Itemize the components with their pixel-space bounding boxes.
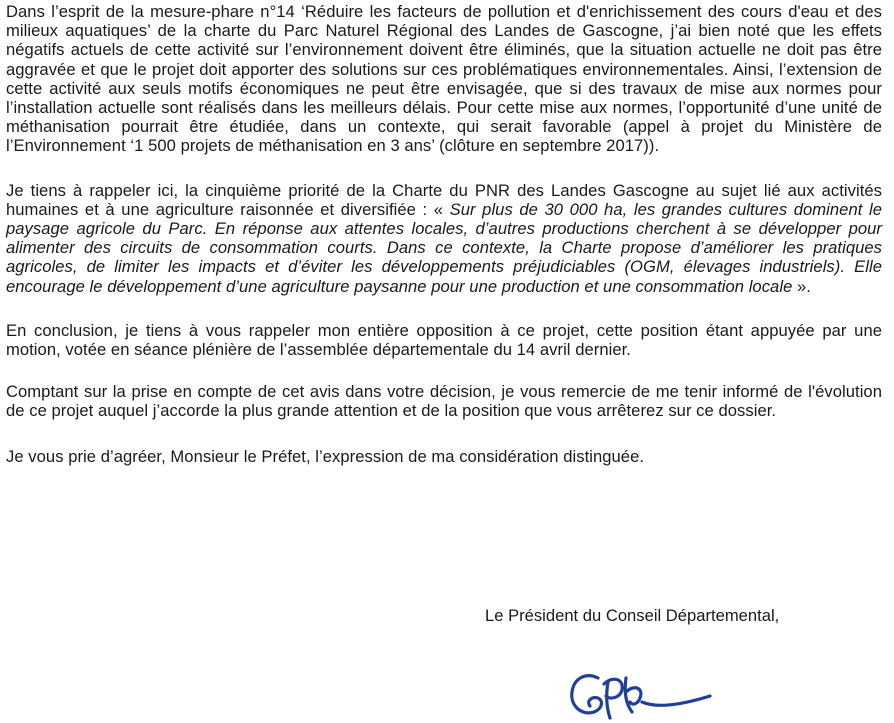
letter-body xyxy=(6,2,882,494)
paragraph-request-info: Comptant sur la prise en compte de cet avis dans votre décision, je vous remercie de me tenir informé de l'évolution de ce projet auquel j’accorde la plus grande attention et de la position que vous arrêterez sur ce dossier. xyxy=(6,382,882,421)
paragraph-charte-priority xyxy=(6,181,882,296)
paragraph-methanisation: Dans l’esprit de la mesure-phare n°14 ‘Réduire les facteurs de pollution et d'enrichissement des cours d'eau et des milieux aquatiques’ de la charte du Parc Naturel Régional des Landes de Gascogne, j’ai bien noté que les effets négatifs actuels de cette activité sur l’environnement doivent être éliminés, que la situation actuelle ne doit pas être aggravée et que le projet doit apporter des solutions sur ces problématiques environnementales. Ainsi, l’extension de cette activité aux seuls motifs économiques ne peut être envisagée, que si des travaux de mise aux normes pour l’installation actuelle sont réalisés dans les meilleurs délais. Pour cette mise aux normes, l’opportunité d’une unité de méthanisation pourrait être étudiée, dans un contexte, qui serait favorable (appel à projet du Ministère de l’Environnement ‘1 500 projets de méthanisation en 3 ans’ (clôture en septembre 2017)). xyxy=(6,2,882,156)
paragraph-charte-close: ». xyxy=(792,276,811,296)
handwritten-signature xyxy=(560,668,730,723)
paragraph-closing-formula: Je vous prie d’agréer, Monsieur le Préfet, l’expression de ma considération distinguée. xyxy=(6,446,645,466)
paragraph-conclusion: En conclusion, je tiens à vous rappeler mon entière opposition à ce projet, cette position étant appuyée par une motion, votée en séance plénière de l’assemblée départementale du 14 avril dernier. xyxy=(6,320,882,360)
signatory-title: Le Président du Conseil Départemental, xyxy=(485,606,780,625)
charte-quote: Sur plus de 30 000 ha, les grandes cultures dominent le paysage agricole du Parc. En réponse aux attentes locales, d’autres productions cherchent à se développer pour alimenter des circuits de consommation courts. Dans ce contexte, la Charte propose d’améliorer les pratiques agricoles, de limiter les impacts et d’éviter les développements préjudiciables (OGM, élevages industriels). Elle encourage le développement d’une agriculture paysanne pour une production et une consommation locale xyxy=(6,199,882,296)
paragraph-charte-intro: Je tiens à rappeler ici, la cinquième priorité de la Charte du PNR des Landes Gascogne au sujet lié aux activités humaines et à une agriculture raisonnée et diversifiée : « xyxy=(6,180,882,219)
